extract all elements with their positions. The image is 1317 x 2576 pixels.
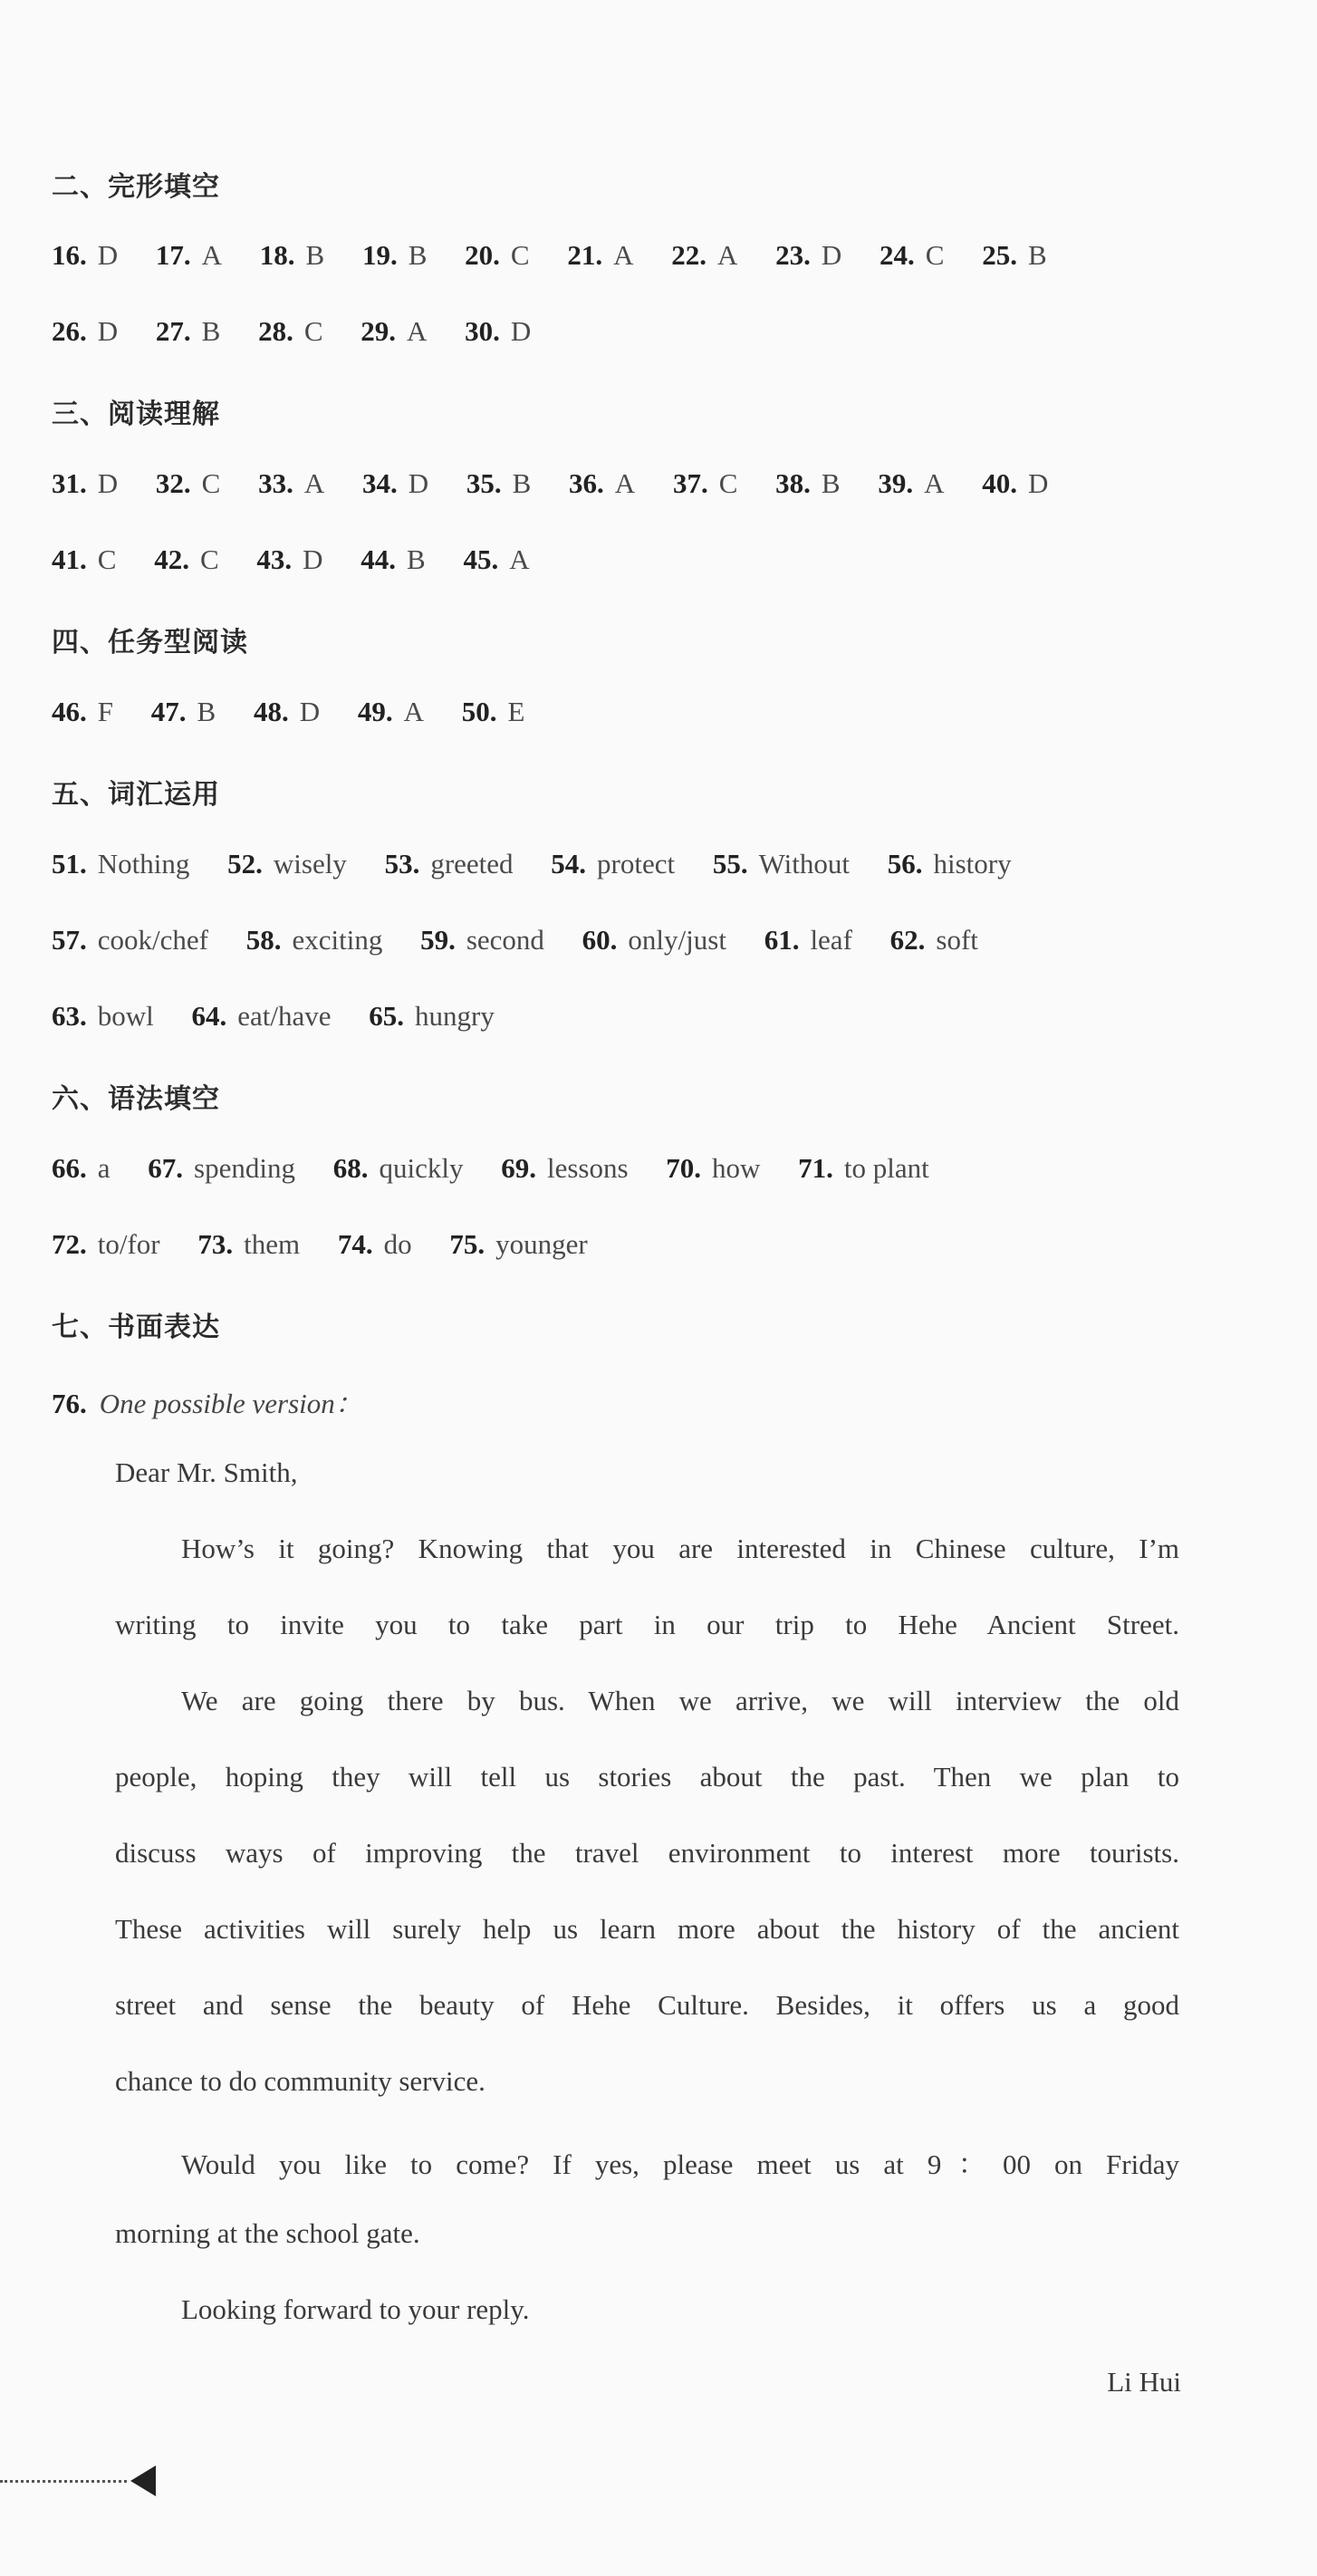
answer-item: 70. how [666, 1152, 761, 1184]
answer-item: 43. D [256, 543, 323, 575]
answer-item: 40. D [982, 467, 1049, 499]
answer-row-72-75 [52, 1228, 619, 1261]
essay-line: discuss ways of improving the travel environment to interest more tourists. [115, 1837, 1179, 1869]
answer-item: 53. greeted [384, 848, 514, 879]
essay-number: 76. [52, 1388, 87, 1419]
answer-item: 18. B [259, 239, 325, 271]
answer-item: 67. spending [148, 1152, 295, 1184]
left-arrow-icon [130, 2465, 156, 2496]
answer-item: 52. wisely [227, 848, 347, 879]
essay-salutation: Dear Mr. Smith, [115, 1456, 298, 1488]
answer-item: 32. C [155, 467, 221, 499]
answer-item: 38. B [775, 467, 841, 499]
answer-row-57-62 [52, 924, 1009, 956]
answer-item: 34. D [361, 467, 429, 499]
answer-item: 51. Nothing [52, 848, 190, 879]
answer-item: 37. C [672, 467, 738, 499]
answer-item: 72. to/for [52, 1228, 160, 1260]
answer-row-46-50 [52, 696, 555, 728]
answer-item: 66. a [52, 1152, 111, 1184]
answer-item: 25. B [982, 239, 1047, 271]
answer-item: 35. B [466, 467, 532, 499]
answer-item: 68. quickly [332, 1152, 464, 1184]
answer-item: 41. C [52, 543, 117, 575]
answer-item: 23. D [775, 239, 842, 271]
answer-item: 62. soft [889, 924, 978, 956]
answer-item: 31. D [52, 467, 119, 499]
essay-line: writing to invite you to take part in our trip to Hehe Ancient Street. [115, 1609, 1179, 1640]
answer-item: 27. B [155, 315, 221, 347]
answer-item: 69. lessons [501, 1152, 629, 1184]
answer-item: 60. only/just [582, 924, 726, 956]
answer-item: 46. F [52, 696, 113, 727]
answer-item: 49. A [357, 696, 424, 727]
answer-item: 22. A [671, 239, 738, 271]
section-title-reading: 三、阅读理解 [52, 399, 220, 430]
answer-item: 61. leaf [764, 924, 852, 956]
answer-row-51-56 [52, 848, 1043, 880]
answer-item: 39. A [878, 467, 945, 499]
answer-item: 47. B [150, 696, 216, 727]
answer-item: 28. C [258, 315, 323, 347]
answer-item: 19. B [361, 239, 428, 271]
essay-line: chance to do community service. [115, 2065, 485, 2097]
answer-item: 59. second [420, 924, 544, 956]
essay-label: One possible version： [99, 1388, 363, 1419]
answer-item: 74. do [337, 1228, 412, 1260]
answer-item: 30. D [465, 315, 532, 347]
answer-item: 44. B [360, 543, 426, 575]
answer-row-41-45 [52, 543, 561, 576]
answer-row-66-71 [52, 1152, 960, 1185]
answer-item: 48. D [253, 696, 321, 727]
answer-item: 17. A [155, 239, 223, 271]
answer-item: 36. A [569, 467, 636, 499]
answer-item: 33. A [258, 467, 325, 499]
section-title-task-reading: 四、任务型阅读 [52, 627, 248, 658]
section-title-writing: 七、书面表达 [52, 1312, 220, 1343]
answer-item: 29. A [360, 315, 428, 347]
answer-item: 16. D [52, 239, 119, 271]
answer-item: 64. eat/have [191, 1000, 332, 1032]
answer-item: 21. A [567, 239, 634, 271]
answer-item: 56. history [887, 848, 1012, 879]
dotted-leader [0, 2480, 127, 2483]
section-title-grammar: 六、语法填空 [52, 1083, 220, 1115]
answer-item: 57. cook/chef [52, 924, 208, 956]
answer-item: 75. younger [449, 1228, 588, 1260]
essay-line: Would you like to come? If yes, please meet us at 9：00 on Friday [181, 2148, 1179, 2180]
answer-item: 55. Without [712, 848, 850, 879]
answer-row-16-25 [52, 239, 1078, 272]
page-marker [0, 2465, 156, 2496]
answer-row-26-30 [52, 315, 562, 348]
answer-item: 50. E [461, 696, 525, 727]
essay-line: morning at the school gate. [115, 2217, 420, 2249]
answer-row-63-65 [52, 1000, 525, 1033]
essay-line: These activities will surely help us learn more about the history of the ancient [115, 1913, 1179, 1945]
essay-line: people, hoping they will tell us stories about the past. Then we plan to [115, 1761, 1179, 1793]
essay-signature: Li Hui [1107, 2366, 1181, 2398]
answer-item: 65. hungry [369, 1000, 495, 1032]
answer-item: 71. to plant [798, 1152, 929, 1184]
answer-item: 45. A [463, 543, 530, 575]
answer-item: 26. D [52, 315, 119, 347]
answer-row-31-40 [52, 467, 1079, 500]
answer-item: 20. C [465, 239, 530, 271]
essay-line: We are going there by bus. When we arrive, we will interview the old [181, 1685, 1179, 1716]
answer-item: 73. them [197, 1228, 301, 1260]
answer-item: 24. C [880, 239, 945, 271]
essay-heading [52, 1380, 363, 1421]
answer-item: 63. bowl [52, 1000, 154, 1032]
answer-item: 54. protect [551, 848, 676, 879]
essay-line: street and sense the beauty of Hehe Culture. Besides, it offers us a good [115, 1989, 1179, 2021]
section-title-vocabulary: 五、词汇运用 [52, 779, 220, 811]
essay-closing: Looking forward to your reply. [181, 2293, 530, 2325]
section-title-cloze: 二、完形填空 [52, 171, 220, 203]
answer-item: 58. exciting [245, 924, 383, 956]
essay-line: How’s it going? Knowing that you are interested in Chinese culture, I’m [181, 1533, 1179, 1564]
answer-item: 42. C [154, 543, 219, 575]
